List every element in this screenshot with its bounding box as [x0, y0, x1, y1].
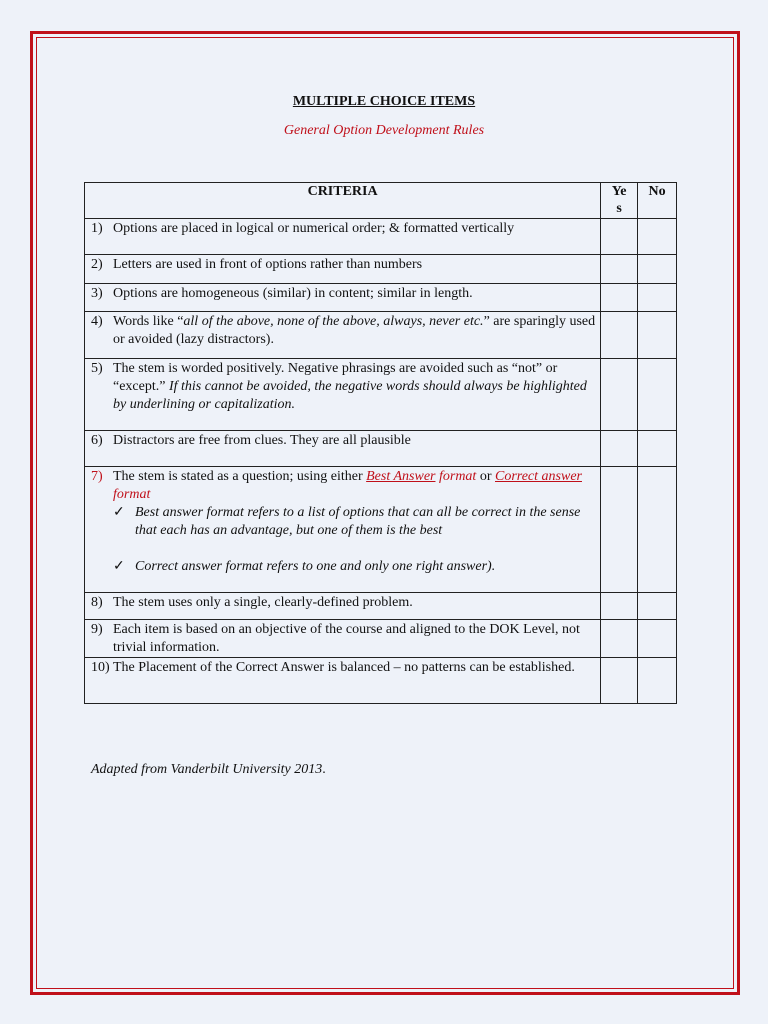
yes-cell[interactable]	[601, 312, 638, 359]
no-cell[interactable]	[638, 593, 677, 620]
item-text: Words like “all of the above, none of the above, always, never etc.” are sparingly used or avoided (lazy distractors).	[113, 314, 596, 347]
item-text: Options are placed in logical or numerical order; & formatted vertically	[113, 221, 515, 236]
no-cell[interactable]	[638, 312, 677, 359]
table-row	[85, 467, 677, 593]
table-row	[85, 359, 677, 431]
item-number: 1)	[91, 221, 103, 236]
item-number: 3)	[91, 286, 103, 301]
no-cell[interactable]	[638, 467, 677, 593]
no-cell[interactable]	[638, 284, 677, 312]
yes-cell[interactable]	[601, 255, 638, 284]
item-text: The stem is stated as a question; using either Best Answer format or Correct answer format ✓ Best answer format refers to a list of options that can all be correct in the sense that each has an advantage, but one of them is the best ✓ Correct answer format refers to one and only one right answer).	[113, 468, 596, 576]
yes-cell[interactable]	[601, 467, 638, 593]
no-cell[interactable]	[638, 620, 677, 658]
no-cell[interactable]	[638, 219, 677, 255]
footer-attribution: Adapted from Vanderbilt University 2013.	[91, 762, 326, 777]
yes-cell[interactable]	[601, 359, 638, 431]
no-cell[interactable]	[638, 255, 677, 284]
yes-cell[interactable]	[601, 431, 638, 467]
no-cell[interactable]	[638, 658, 677, 704]
checklist-item: ✓ Best answer format refers to a list of options that can all be correct in the sense that each has an advantage, but one of them is the best	[113, 505, 581, 538]
item-number: 2)	[91, 257, 103, 272]
table-row	[85, 219, 677, 255]
criteria-header: CRITERIA	[85, 183, 601, 219]
item-text: Distractors are free from clues. They are all plausible	[113, 433, 411, 448]
item-text: The stem uses only a single, clearly-defined problem.	[113, 595, 413, 610]
checklist-item: ✓ Correct answer format refers to one and only one right answer).	[113, 559, 496, 574]
table-row	[85, 431, 677, 467]
item-number: 7)	[91, 469, 103, 484]
table-row	[85, 255, 677, 284]
document-subtitle: General Option Development Rules	[283, 123, 485, 138]
checkmark-icon: ✓	[113, 505, 125, 520]
best-answer-link: Best Answer	[366, 469, 436, 484]
yes-cell[interactable]	[601, 284, 638, 312]
item-number: 8)	[91, 595, 103, 610]
item-text: The stem is worded positively. Negative phrasings are avoided such as “not” or “except.” If this cannot be avoided, the negative words should always be highlighted by underlining or capitalization.	[113, 361, 587, 412]
table-row	[85, 593, 677, 620]
no-cell[interactable]	[638, 431, 677, 467]
table-row	[85, 284, 677, 312]
criteria-table	[84, 182, 677, 704]
yes-header: Ye s	[601, 183, 638, 219]
no-header: No	[638, 183, 677, 219]
item-number: 6)	[91, 433, 103, 448]
yes-cell[interactable]	[601, 620, 638, 658]
table-row	[85, 312, 677, 359]
yes-cell[interactable]	[601, 593, 638, 620]
item-number: 5)	[91, 361, 103, 376]
document-title: MULTIPLE CHOICE ITEMS	[292, 94, 476, 109]
yes-cell[interactable]	[601, 219, 638, 255]
item-number: 4)	[91, 314, 103, 329]
table-row	[85, 658, 677, 704]
item-number: 9)	[91, 622, 103, 637]
item-text: Each item is based on an objective of the course and aligned to the DOK Level, not trivial information.	[113, 622, 580, 655]
item-number: 10)	[91, 660, 110, 675]
item-text: Options are homogeneous (similar) in content; similar in length.	[113, 286, 473, 301]
correct-answer-link: Correct answer	[495, 469, 582, 484]
checkmark-icon: ✓	[113, 559, 125, 574]
item-text: Letters are used in front of options rather than numbers	[113, 257, 423, 272]
yes-cell[interactable]	[601, 658, 638, 704]
no-cell[interactable]	[638, 359, 677, 431]
item-text: The Placement of the Correct Answer is balanced – no patterns can be established.	[113, 660, 575, 675]
table-row	[85, 620, 677, 658]
table-header-row	[85, 183, 677, 219]
